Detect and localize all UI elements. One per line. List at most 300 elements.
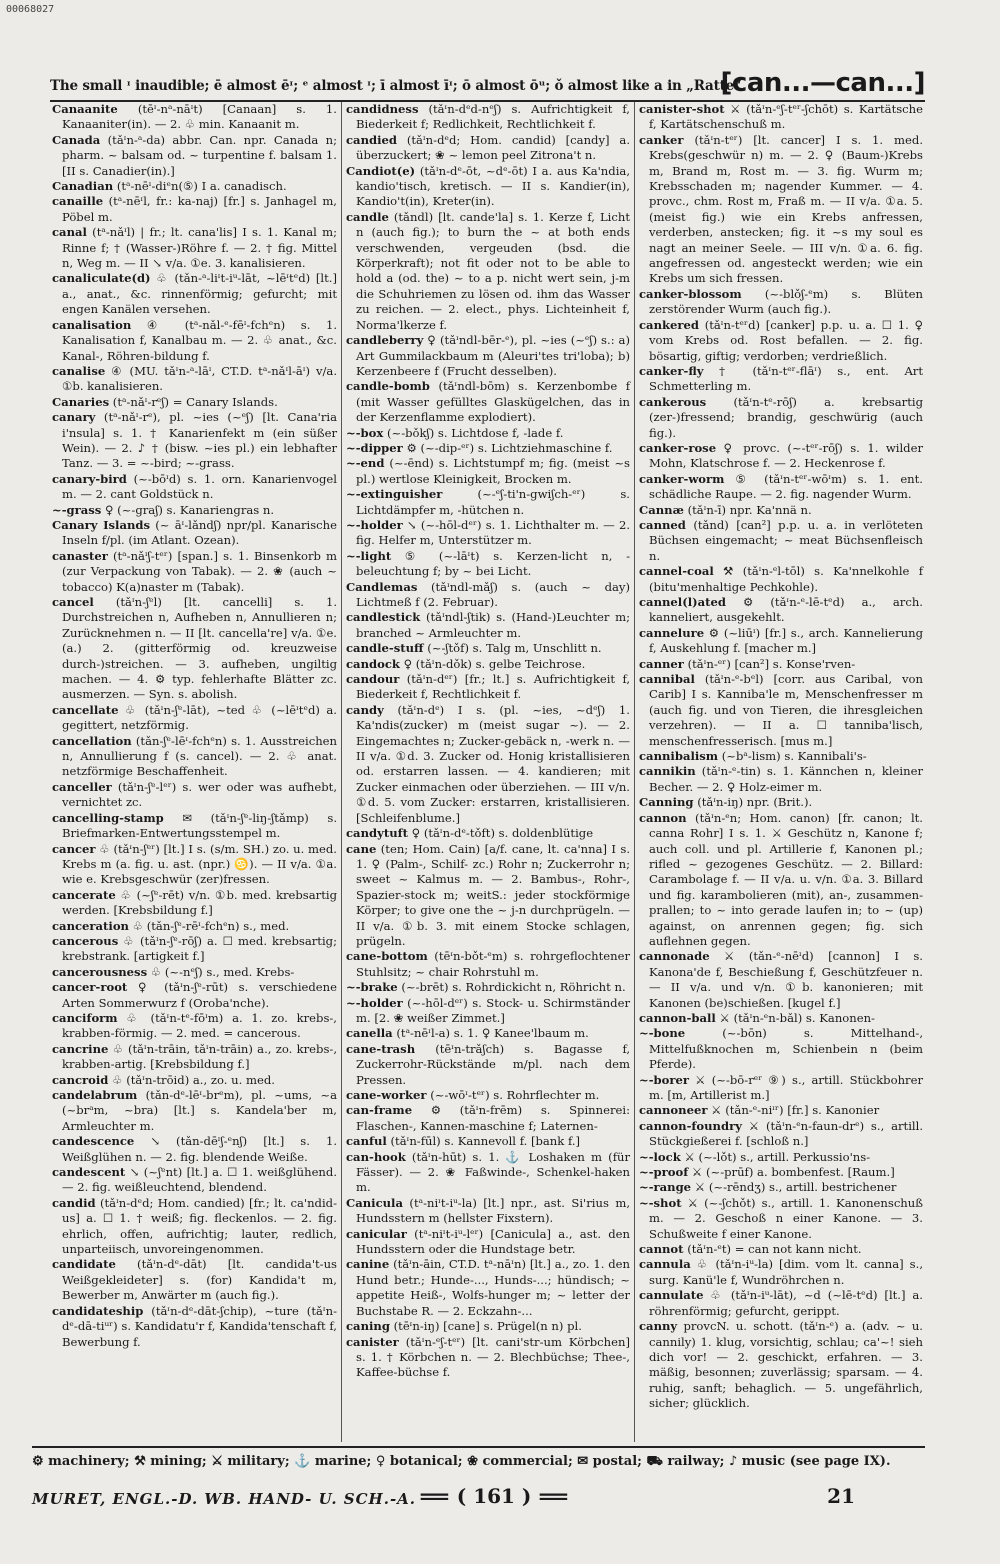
definition: ↘ (tǎn-dēᶦʃ-ᵉnʃ) [lt.] s. 1. Weißglühen n. — 2. fig. blendende Weiße. <box>62 1134 338 1164</box>
definition: (tᵃ-niᶦt-iᵘ-la) [lt.] npr., ast. Si'rius m, Hundsstern m (hellster Fixstern). <box>356 1195 631 1226</box>
headword: candidateship <box>52 1303 144 1318</box>
headword: canny <box>639 1319 678 1334</box>
footer-rule <box>32 1446 925 1448</box>
definition: (tǎnd) [can²] p.p. u. a. in verlöteten Büchsen eingemacht; ~ meat Büchsenfleisch n. <box>649 517 923 563</box>
definition: ⚔ (tǎn-ᵉ-niᶦʳ) [fr.] s. Kanonier <box>711 1103 880 1118</box>
headword: cancrine <box>52 1041 109 1056</box>
definition: (tǎn-dᵉ-lēᶦ-brᵉm), pl. ~ums, ~a (~brᵃm, ~bra) [lt.] s. Kandela'ber m, Armleuchter m. <box>62 1088 338 1133</box>
dictionary-entry <box>52 179 337 194</box>
headword: candour <box>346 672 400 687</box>
dictionary-entry <box>52 842 337 888</box>
definition: ♧ (tǎᶦn-trōid) a., zo. u. med. <box>112 1072 275 1087</box>
headword: cancellate <box>52 702 119 717</box>
dictionary-entry <box>52 1011 337 1042</box>
dictionary-entry <box>346 657 630 672</box>
dictionary-entry <box>346 487 630 518</box>
headword: canalise <box>52 363 106 378</box>
dictionary-entry <box>346 133 630 164</box>
page-number: = ( 161 ) = <box>412 1484 576 1508</box>
headword: cane-worker <box>346 1088 427 1102</box>
definition: (tǎᶦn-tᵉʳd) [canker] p.p. u. a. ☐ 1. ♀ vom Krebs od. Rost befallen. — 2. fig. bösartig, giftig; verdorben; verdrießlich. <box>649 317 923 363</box>
definition: (tǎᶦn-dᵉd; Hom. candied) [fr.; lt. ca'ndid-us] a. ☐ 1. † weiß; fig. fleckenlos. — 2. fig. ehrlich, offen, aufrichtig; lauter, redlich, unparteiisch, unvoreingenommen. <box>62 1195 338 1257</box>
headword: canalisation <box>52 317 132 332</box>
headword: cankered <box>639 317 700 332</box>
dictionary-entry <box>346 426 630 441</box>
dictionary-entry <box>346 1103 630 1134</box>
dictionary-entry <box>346 379 630 425</box>
definition: ⚔ (tǎᶦn-ᵉʃ-tᵉʳ-ʃchōt) s. Kartätsche f, Kartätschenschuß m. <box>649 102 923 132</box>
dictionary-entry <box>346 1319 630 1334</box>
definition: ⚔ (~-bō-rᵉʳ ⑨) s., artill. Stückbohrer m. [m, Artillerist m.] <box>649 1072 923 1102</box>
definition: ↘ (~-hōl-dᵉʳ) s. 1. Lichthalter m. — 2. fig. Helfer m, Unterstützer m. <box>356 517 631 548</box>
headword: canciform <box>52 1010 118 1025</box>
definition: ⚔ (tǎn-ᵉ-nēᶦd) [cannon] I s. Kanona'de f, Beschießung f, Geschützfeuer n. — II v/a. und v/n. ①b. kanonieren; mit Kanonen (be)schießen. [kugel f.] <box>649 949 923 1010</box>
definition: (tᵃ-nǎᶦ-rᵉ), pl. ~ies (~ᵉʃ) [lt. Cana'ria i'nsula] s. 1. † Kanarienfekt m (ein süßer Wein). — 2. ♪ † (bisw. ~ies pl.) ein lebhafter Tanz. — 3. = ~-bird; ~-grass. <box>62 410 338 471</box>
definition: ♧ (tǎᶦn-iᵘ-lāt), ~d (~lē-tᵉd) [lt.] a. röhrenförmig; gefurcht, gerippt. <box>649 1288 923 1318</box>
definition: ♧ (tǎᶦn-ʃᵉʳ) [lt.] I s. (s/m. SH.) zo. u. med. Krebs m (a. fig. u. ast. (npr.) ♋). — II v/a. ①a. wie e. Krebsgeschwür (zer)fressen. <box>62 841 337 887</box>
definition: ♧ (tǎᶦn-ʃᵉ-rōʃ) a. ☐ med. krebsartig; krebstrank. [artigkeit f.] <box>62 933 337 964</box>
dictionary-entry <box>52 703 337 734</box>
page-header <box>50 62 925 98</box>
headword: cancerous <box>52 933 119 948</box>
headword: Canadian <box>52 179 114 194</box>
definition: (~-bōᶦd) s. 1. orn. Kanarienvogel m. — 2. cant Goldstück n. <box>62 471 337 502</box>
headword: canceration <box>52 918 129 933</box>
headword: ~-dipper <box>346 440 403 455</box>
definition: (tēᶦn-iŋ) [cane] s. Prügel(n n) pl. <box>393 1319 582 1334</box>
dictionary-entry <box>639 441 923 472</box>
headword: candle-bomb <box>346 379 430 394</box>
dictionary-entry <box>52 1073 337 1088</box>
dictionary-entry <box>52 364 337 395</box>
headword: ~-holder <box>346 995 403 1010</box>
dictionary-entry <box>346 1042 630 1088</box>
headword: can-hook <box>346 1149 406 1164</box>
dictionary-entry <box>52 965 337 980</box>
definition: (tǎndl) [lt. cande'la] s. 1. Kerze f, Licht n (auch fig.); to burn the ~ at both ends verschwenden, vergeuden (bsd. die Körperkraft); not fit oder not to be able to hold a (od. the) ~ to a p. nicht wert sein, j-m die Schuhriemen zu lösen od. ihm das Wasser zu reichen. — 2. elect., phys. Lichteinheit f, Norma'lkerze f. <box>356 209 630 332</box>
headword: ~-brake <box>346 980 398 995</box>
definition: (ten; Hom. Cain) [a/f. cane, lt. ca'nna] I s. 1. ♀ (Palm-, Schilf- zc.) Rohr n; Zuckerrohr n; sweet ~ Kalmus m. — 2. Bambus-, Rohr-, Spazier-stock m; weitS.: jeder stockförmige Körper; to give one the ~ j-n durchprügeln. — II v/a. ①b. 3. mit einem Stocke schlagen, prügeln. <box>356 841 631 948</box>
headword: ~-range <box>639 1180 692 1195</box>
headword: candlestick <box>346 610 421 625</box>
headword: ~-grass <box>52 502 102 517</box>
headword: canaille <box>52 194 104 209</box>
definition: ⑤ (~-lāᶦt) s. Kerzen-licht n, -beleuchtung f; by ~ bei Licht. <box>356 548 630 579</box>
headword: canned <box>639 517 686 532</box>
definition: (~-bōn) s. Mittelhand-, Mittelfußknochen m, Schienbein n (beim Pferde). <box>649 1026 924 1072</box>
dictionary-entry <box>639 1165 923 1180</box>
headword: Canary Islands <box>52 517 151 532</box>
dictionary-entry <box>52 503 337 518</box>
dictionary-entry <box>639 395 923 441</box>
dictionary-entry <box>346 456 630 487</box>
definition: ♀ provc. (~-tᵉʳ-rōʃ) s. 1. wilder Mohn, Klatschrose f. — 2. Heckenrose f. <box>649 440 923 471</box>
headword: ~-light <box>346 548 392 563</box>
headword: cancerate <box>52 887 116 902</box>
headword: candescent <box>52 1165 126 1180</box>
headword: canaster <box>52 548 108 563</box>
dictionary-entry <box>639 749 923 764</box>
definition: ♧ (tǎn-ᵃ-liᶦt-iᵘ-lāt, ~lēᶦtᵉd) [lt.] a., anat., &c. rinnenförmig; gefurcht; mit engen Kanälen versehen. <box>62 271 337 317</box>
headword: cancel <box>52 595 94 609</box>
definition: (tēᶦ-nᵃ-nāᶦt) [Canaan] s. 1. Kanaaniter(in). — 2. ♧ min. Kanaanit m. <box>62 102 337 132</box>
dictionary-entry <box>639 1242 923 1257</box>
headword: Canning <box>639 795 694 810</box>
definition: (tǎᶦn-ʃᵉ-lᵉʳ) s. wer oder was aufhebt, vernichtet zc. <box>62 779 337 810</box>
dictionary-entry <box>639 102 923 133</box>
imprint <box>32 1484 925 1518</box>
definition: ♧ (tǎᶦn-tᵉ-fōᶦm) a. 1. zo. krebs-, krabben-förmig. — 2. med. = cancerous. <box>62 1010 337 1041</box>
running-head: [can...—can...] <box>720 68 925 98</box>
dictionary-entry <box>52 811 337 842</box>
headword: candleberry <box>346 333 424 348</box>
definition: (tǎᶦn-iŋ) npr. (Brit.). <box>697 795 813 810</box>
definition: (tǎᶦn-ᵉʃ-tᵉʳ) [lt. cani'str-um Körbchen] s. 1. † Körbchen n. — 2. Blechbüchse; Thee-, Kaffee-büchse f. <box>356 1334 630 1380</box>
dictionary-entry <box>639 949 923 1011</box>
dictionary-entry <box>639 657 923 672</box>
dictionary-entry <box>346 580 630 611</box>
definition: (~bᵃ-lism) s. Kannibali's- <box>721 749 867 764</box>
headword: canary-bird <box>52 471 127 486</box>
definition: (tǎᶦn-ᵉ-bᵉl) [corr. aus Caribal, von Carib] I s. Kanniba'le m, Menschenfresser m (auch fig. und von Tieren, die ihresgleichen verzehren). — II a. ☐ tanniba'lisch, menschenfresserisch. [mus m.] <box>649 672 923 748</box>
definition: (tǎᶦndl-bōm) s. Kerzenbombe f (mit Wasser gefülltes Glaskügelchen, das in der Kerzenflamme explodiert). <box>356 379 630 425</box>
definition: (tᵃ-nēᶦl, fr.: ka-naj) [fr.] s. Janhagel m, Pöbel m. <box>62 194 337 224</box>
dictionary-entry <box>639 795 923 810</box>
headword: canker <box>639 132 684 147</box>
definition: (tᵃ-nēᶦl-a) s. 1. ♀ Kanee'lbaum m. <box>396 1026 589 1041</box>
definition: ✉ (tǎᶦn-ʃᵉ-liŋ-ʃtǎmp) s. Briefmarken-Entwertungsstempel m. <box>62 810 337 841</box>
column-1 <box>48 102 341 1442</box>
definition: (tǎᶦn-dᵉ-ōt, ~dᵉ-ōt) I a. aus Ka'ndia, kandio'tisch, kretisch. — II s. Kandier(in), Kandio't(in), Kreter(in). <box>356 163 631 209</box>
dictionary-entry <box>639 1011 923 1026</box>
definition: ♀ (tǎᶦn-ʃᵉ-rūt) s. verschiedene Arten Sommerwurz f (Oroba'nche). <box>62 980 337 1010</box>
definition: ⚒ (tǎᶦn-ᵉl-tōl) s. Ka'nnelkohle f (bitu'menhaltige Pechkohle). <box>649 564 923 594</box>
dictionary-entry <box>639 1103 923 1118</box>
headword: canker-fly <box>639 363 704 378</box>
definition: (~-ʃtǒf) s. Talg m, Unschlitt n. <box>427 641 602 656</box>
dictionary-entry <box>639 1196 923 1242</box>
headword: candidness <box>346 102 419 116</box>
dictionary-entry <box>346 996 630 1027</box>
headword: Canada <box>52 132 101 147</box>
headword: cannel-coal <box>639 564 714 579</box>
publisher-line: MURET, ENGL.-D. WB. HAND- U. SCH.-A. <box>32 1490 417 1508</box>
dictionary-entry <box>52 1042 337 1073</box>
headword: cancer-root <box>52 980 128 995</box>
definition: ♀ (tǎᶦn-dᵉ-tǒft) s. doldenblütige <box>411 826 594 841</box>
definition: (tǎᶦn-tᵉʳ) [lt. cancer] I s. 1. med. Krebs(geschwür n) m. — 2. ♀ (Baum-)Krebs m, Brand m, Rost m. — 3. fig. Wurm m; Krebsschaden m; nagender Kummer. — 4. provc., chm. Rost m, Fraß m. — II v/a. ①a. 5. (meist fig.) wie ein Krebs anfressen, verderben, anstecken; fig. it ~s my soul es nagt an meiner Seele. — III v/n. ①a. 6. fig. angefressen od. angesteckt werden; wie ein Krebs um sich fressen. <box>649 132 924 286</box>
sheet-number: 21 <box>827 1484 855 1508</box>
dictionary-entry <box>52 734 337 780</box>
dictionary-entry <box>346 1257 630 1319</box>
definition: (tǎᶦn-ī) npr. Ka'nnä n. <box>687 502 812 517</box>
dictionary-entry <box>346 1227 630 1258</box>
dictionary-entry <box>52 1165 337 1196</box>
definition: (~-hōl-dᵉʳ) s. Stock- u. Schirmständer m. [2. ❀ weißer Zimmet.] <box>356 995 630 1025</box>
dictionary-entry <box>639 1026 923 1072</box>
headword: cannonade <box>639 949 710 964</box>
definition: ↘ (~ʃᵉnt) [lt.] a. ☐ 1. weißglühend. — 2. fig. weißleuchtend, blendend. <box>62 1165 337 1195</box>
definition: (tǎᶦn-dᵉd-nᵉʃ) s. Aufrichtigkeit f, Biederkeit f; Redlichkeit, Rechtlichkeit f. <box>356 102 630 132</box>
headword: cannulate <box>639 1288 704 1303</box>
definition: ⚔ (~-prūf) a. bombenfest. [Raum.] <box>691 1165 895 1180</box>
definition: ♧ (~ʃᵉ-rēt) v/n. ①b. med. krebsartig werden. [Krebsbildung f.] <box>62 887 338 918</box>
dictionary-entry <box>639 318 923 364</box>
dictionary-entry <box>639 287 923 318</box>
dictionary-entry <box>639 1319 923 1411</box>
headword: Canicula <box>346 1195 403 1210</box>
dictionary-entry <box>639 1119 923 1150</box>
headword: cannibalism <box>639 749 719 764</box>
definition: (tǎᶦndl-mǎʃ) s. (auch ~ day) Lichtmeß f (2. Februar). <box>356 579 630 609</box>
pronunciation-key: The small ᶦ inaudible; ē almost ēᶦ; ᵉ almost ᶦ; ī almost īᶦ; ō almost ōᵘ; ǒ almost like a in „Ratte“. <box>50 78 747 94</box>
definition: (tǎᶦn-ᵉ-tin) s. 1. Kännchen n, kleiner Becher. — 2. ♀ Holz-eimer m. <box>649 764 923 794</box>
dictionary-entry <box>639 672 923 749</box>
definition: (tᵃ-nǎᶦ-rᵉʃ) = Canary Islands. <box>112 394 278 409</box>
dictionary-entry <box>639 133 923 287</box>
symbol-legend: ⚙ machinery; ⚒ mining; ⚔ military; ⚓ marine; ♀ botanical; ❀ commercial; ✉ postal; ⛟ railway; ♪ music (see page IX). <box>32 1454 891 1469</box>
definition: ⚙ (tǎᶦn-frēm) s. Spinnerei: Flaschen-, Kannen-maschine f; Laternen- <box>356 1103 630 1133</box>
dictionary-entry <box>639 564 923 595</box>
headword: cancerousness <box>52 964 148 979</box>
headword: canister <box>346 1334 399 1349</box>
dictionary-entry <box>639 626 923 657</box>
headword: cannon-foundry <box>639 1118 742 1133</box>
definition: ⚙ (~-dip-ᵉʳ) s. Lichtziehmaschine f. <box>406 440 613 455</box>
dictionary-entry <box>639 472 923 503</box>
dictionary-entry <box>639 811 923 950</box>
definition: (tǎᶦn-dᵉd; Hom. candid) [candy] a. überzuckert; ❀ ~ lemon peel Zitrona't n. <box>356 132 630 163</box>
dictionary-entry <box>52 919 337 934</box>
dictionary-entry <box>346 518 630 549</box>
dictionary-entry <box>346 703 630 826</box>
dictionary-entry <box>639 503 923 518</box>
headword: cannibal <box>639 672 695 687</box>
headword: candid <box>52 1195 96 1210</box>
dictionary-entry <box>639 1257 923 1288</box>
definition: (tǎᶦn-dᵉʳ) [fr.; lt.] s. Aufrichtigkeit f, Biederkeit f, Rechtlichkeit f. <box>356 672 631 702</box>
headword: cane <box>346 841 377 856</box>
definition: (~-ᵉʃ-ti'n-gwiʃch-ᵉʳ) s. Lichtdämpfer m, -hütchen n. <box>356 487 630 517</box>
headword: canal <box>52 225 87 240</box>
definition: ♧ (tǎᶦn-ʃᵉ-lāt), ~ted ♧ (~lēᶦtᵉd) a. gegittert, netzförmig. <box>62 702 337 733</box>
headword: candied <box>346 132 397 147</box>
headword: canella <box>346 1026 393 1041</box>
dictionary-entry <box>52 472 337 503</box>
headword: canker-blossom <box>639 286 742 301</box>
dictionary-entry <box>346 842 630 950</box>
headword: cannot <box>639 1242 684 1257</box>
headword: canicular <box>346 1226 407 1241</box>
headword: Canaries <box>52 394 110 409</box>
headword: cannikin <box>639 764 696 779</box>
headword: ~-lock <box>639 1149 681 1164</box>
dictionary-entry <box>639 595 923 626</box>
dictionary-entry <box>346 610 630 641</box>
headword: candelabrum <box>52 1088 138 1102</box>
definition: ⚔ (~-rēndʒ) s., artill. bestrichener <box>694 1180 897 1195</box>
dictionary-entry <box>346 949 630 980</box>
dictionary-entry <box>52 1088 337 1134</box>
definition: ♧ (~-nᵉʃ) s., med. Krebs- <box>150 964 295 979</box>
headword: cannelure <box>639 625 705 640</box>
headword: ~-bone <box>639 1026 686 1041</box>
dictionary-entry <box>52 1196 337 1258</box>
definition: (tᵃ-nǎᶦʃ-tᵉʳ) [span.] s. 1. Binsenkorb m (zur Verpackung von Tabak). — 2. ❀ (auch ~ tobacco) K(a)naster m (Tabak). <box>62 548 338 594</box>
definition: (tǎᶦn-ᵉʳ) [can²] s. Konse'rven- <box>687 656 856 671</box>
dictionary-entry <box>52 549 337 595</box>
scan-id: 00068027 <box>6 4 55 15</box>
headword: cancroid <box>52 1072 109 1087</box>
definition: ⚔ (~-ʃchǒt) s., artill. 1. Kanonenschuß m. — 2. Geschoß n einer Kanone. — 3. Schußweite f einer Kanone. <box>649 1195 923 1241</box>
definition: (tǎᶦn-fūl) s. Kannevoll f. [bank f.] <box>390 1134 581 1149</box>
headword: canker-rose <box>639 440 717 455</box>
dictionary-entry <box>346 672 630 703</box>
headword: Candiot(e) <box>346 163 416 178</box>
dictionary-entry <box>52 194 337 225</box>
dictionary-entry <box>52 395 337 410</box>
definition: (tǎᶦn-ᵉt) = can not kann nicht. <box>687 1242 862 1257</box>
definition: (tǎᶦndl-ʃtik) s. (Hand-)Leuchter m; branched ~ Armleuchter m. <box>356 610 630 640</box>
headword: Candlemas <box>346 579 418 594</box>
definition: ♧ (tǎᶦn-iᵘ-la) [dim. vom lt. canna] s., surg. Kanü'le f, Wundröhrchen n. <box>649 1257 924 1287</box>
definition: (tǎᶦn-ᵃ-da) abbr. Can. npr. Canada n; pharm. ~ balsam od. ~ turpentine f. balsam 1. [II s. Canadier(in).] <box>62 132 338 178</box>
definition: ♧ (tǎn-ʃᵉ-rēᶦ-fchᵉn) s., med. <box>132 918 290 933</box>
dictionary-entry <box>346 826 630 841</box>
definition: (tǎᶦn-ʃᵉl) [lt. cancelli] s. 1. Durchstreichen n, Aufheben n, Annullieren n; Zurücknehmen n. — II [lt. cancella're] v/a. ①e.(a.) 2. (gitterförmig od. kreuzweise durch-)streichen. — 3. aufheben, ungiltig machen. — 4. ⚙ typ. fehlerhafte Blätter zc. ausmerzen. — Syn. s. abolish. <box>62 595 338 702</box>
definition: (tǎᶦn-dᵉ) I s. (pl. ~ies, ~dᵉʃ) 1. Ka'ndis(zucker) m (meist sugar ~). — 2. Eingemachtes n; Zucker-gebäck n, -werk n. — II v/a. ①d. 3. Zucker od. Honig kristallisieren od. erstarren lassen. — 4. kandieren; mit Zucker einmachen oder überziehen. — III v/n. ①d. 5. vom Zucker: erstarren, kristallisieren. [Schleifenblume.] <box>356 702 630 825</box>
headword: canaliculate(d) <box>52 271 151 286</box>
definition: (tēᶦn-trǎʃch) s. Bagasse f, Zuckerrohr-Rückstände m/pl. nach dem Pressen. <box>356 1041 631 1087</box>
dictionary-entry <box>346 1026 630 1041</box>
definition: (~-ēnd) s. Lichtstumpf m; fig. (meist ~s pl.) wertlose Kleinigkeit, Brocken m. <box>356 456 631 486</box>
headword: candy <box>346 702 384 717</box>
headword: ~-box <box>346 425 384 440</box>
dictionary-entry <box>346 980 630 995</box>
definition: ♀ (tǎᶦn-dǒk) s. gelbe Teichrose. <box>403 656 586 671</box>
dictionary-entry <box>346 1088 630 1103</box>
headword: canine <box>346 1257 390 1272</box>
dictionary-entry <box>639 1288 923 1319</box>
dictionary-entry <box>346 441 630 456</box>
headword: caning <box>346 1319 390 1334</box>
headword: candytuft <box>346 826 408 841</box>
definition: (tǎᶦn-āin, CT.D. tᵃ-nāᶦn) [lt.] a., zo. 1. den Hund betr.; Hunde-..., Hunds-...; hündisch; ~ appetite Heiß-, Wolfs-hunger m; ~ letter der Buchstabe R. — 2. Eckzahn-... <box>356 1257 631 1318</box>
definition: (tǎn-ʃᵉ-lēᶦ-fchᵉn) s. 1. Ausstreichen n, Annullierung f (s. cancel). — 2. ♧ anat. netzförmige Beschaffenheit. <box>62 733 337 779</box>
dictionary-entry <box>52 271 337 317</box>
definition: (tǎᶦn-hūt) s. 1. ⚓ Loshaken m (für Fässer). — 2. ❀ Faßwinde-, Schenkel-haken m. <box>356 1149 630 1195</box>
dictionary-entry <box>346 641 630 656</box>
dictionary-entry <box>52 1134 337 1165</box>
definition: (tᵃ-niᶦt-iᵘ-lᵉʳ) [Canicula] a., ast. den Hundsstern oder die Hundstage betr. <box>356 1226 630 1257</box>
dictionary-entry <box>52 1257 337 1303</box>
definition: provcN. u. schott. (tǎᶦn-ᵉ) a. (adv. ~ u. cannily) 1. klug, vorsichtig, schlau; ca'~! sieh dich vor! — 2. geschickt, erfahren. — 3. mäßig, besonnen; zuverlässig; sparsam. — 4. ruhig, sanft; behaglich. — 5. ungefährlich, sicher; glücklich. <box>649 1319 923 1411</box>
dictionary-entry <box>346 333 630 379</box>
headword: candock <box>346 656 400 671</box>
dictionary-entry <box>346 1196 630 1227</box>
headword: canful <box>346 1134 387 1149</box>
dictionary-entry <box>346 1335 630 1381</box>
definition: (tᵃ-nǎᶦl) | fr.; lt. cana'lis] I s. 1. Kanal m; Rinne f; † (Wasser-)Röhre f. — 2. † fig. Mittel n, Weg m. — II ↘ v/a. ①e. 3. kanalisieren. <box>62 225 338 271</box>
definition: (tēᶦn-bǒt-ᵉm) s. rohrgeflochtener Stuhlsitz; ~ chair Rohrstuhl m. <box>356 949 631 979</box>
headword: cane-trash <box>346 1041 416 1056</box>
dictionary-entry <box>639 518 923 564</box>
definition: ⑤ (tǎᶦn-tᵉʳ-wōᶦm) s. 1. ent. schädliche Raupe. — 2. fig. nagender Wurm. <box>649 471 923 502</box>
definition: (~-blǒʃ-ᵉm) s. Blüten zerstörender Wurm (auch fig.). <box>649 286 923 317</box>
headword: candidate <box>52 1257 116 1272</box>
dictionary-entry <box>52 780 337 811</box>
dictionary-entry <box>52 595 337 703</box>
headword: Canaanite <box>52 102 118 116</box>
definition: ⚙ (tǎᶦn-ᵉ-lē-tᵉd) a., arch. kanneliert, ausgekehlt. <box>649 595 923 625</box>
dictionary-entry <box>639 1180 923 1195</box>
dictionary-entry <box>52 1304 337 1350</box>
headword: ~-borer <box>639 1072 689 1087</box>
definition: (~-bǒkʃ) s. Lichtdose f, -lade f. <box>386 425 564 440</box>
headword: ~-extinguisher <box>346 487 443 502</box>
definition: (~ āᶦ-lǎndʃ) npr/pl. Kanarische Inseln f/pl. (im Atlant. Ozean). <box>62 517 338 548</box>
headword: canker-worm <box>639 471 725 486</box>
definition: (~-brēt) s. Rohrdickicht n, Röhricht n. <box>401 980 626 995</box>
headword: candescence <box>52 1134 135 1149</box>
headword: cannula <box>639 1257 691 1272</box>
definition: ⚙ (~liūᶦ) [fr.] s., arch. Kannelierung f, Auskehlung f. [macher m.] <box>649 625 924 656</box>
dictionary-entry <box>52 518 337 549</box>
definition: ♀ (tǎᶦndl-bēr-ᵉ), pl. ~ies (~ᵉʃ) s.: a) Art Gummilackbaum m (Aleuri'tes tri'loba); b) Kerzenbeere f (Frucht desselben). <box>356 333 630 378</box>
headword: ~-proof <box>639 1165 689 1180</box>
dictionary-entry <box>346 1150 630 1196</box>
definition: ④ (tᵃ-nǎl-ᵉ-fēᶦ-fchᵉn) s. 1. Kanalisation f, Kanalbau m. — 2. ♧ anat., &c. Kanal-, Röhren-bildung f. <box>62 317 337 363</box>
headword: cannel(l)ated <box>639 595 726 609</box>
headword: canner <box>639 656 684 671</box>
dictionary-entry <box>639 1073 923 1104</box>
dictionary-columns <box>48 102 928 1442</box>
headword: cannon <box>639 810 687 825</box>
dictionary-entry <box>639 364 923 395</box>
dictionary-entry <box>52 133 337 179</box>
dictionary-entry <box>52 888 337 919</box>
dictionary-entry <box>639 1150 923 1165</box>
headword: canceller <box>52 779 112 794</box>
definition: (tǎᶦn-ᵉn; Hom. canon) [fr. canon; lt. canna Rohr] I s. 1. ⚔ Geschütz n, Kanone f; auch coll. und pl. Artillerie f, Kanonen pl.; rifled ~ gezogenes Geschütz. — 2. Billard: Carambolage f. — II v/a. u. v/n. ①a. 3. Billard und fig. karambolieren (mit), an-, zusammen-prallen; to ~ into gerade laufen in; to ~ (up) against, on anrennen gegen; fig. sich auflehnen gegen. <box>649 810 923 948</box>
definition: (tᵃ-nēᶦ-diᵉn(⑤) I a. canadisch. <box>116 179 287 194</box>
headword: cancelling-stamp <box>52 810 164 825</box>
definition: † (tǎᶦn-tᵉʳ-flāᶦ) s., ent. Art Schmetterling m. <box>649 363 924 394</box>
dictionary-entry <box>346 210 630 333</box>
definition: ⚔ (tǎᶦn-ᵉn-bǎl) s. Kanonen- <box>719 1010 875 1025</box>
headword: cannoneer <box>639 1103 708 1118</box>
definition: (tǎᶦn-dᵉ-dāt) [lt. candida't-us Weißgekleideter] s. (for) Kandida't m, Bewerber m, Anwärter m (auch fig.). <box>62 1257 338 1303</box>
headword: can-frame <box>346 1103 413 1118</box>
headword: candle <box>346 209 389 224</box>
dictionary-entry <box>52 410 337 472</box>
definition: (tǎᶦn-dᵉ-dāt-ʃchip), ~ture (tǎᶦn-dᵉ-dā-tiᵘʳ) s. Kandidatu'r f, Kandida'tenschaft f, Bewerbung f. <box>62 1303 337 1349</box>
definition: ♀ (~-graʃ) s. Kanariengras n. <box>105 502 275 517</box>
definition: ④ (MU. tǎᶦn-ᵃ-lāᶦ, CT.D. tᵃ-nǎᶦl-āᶦ) v/a. ①b. kanalisieren. <box>62 363 338 394</box>
definition: ⚔ (tǎᶦn-ᵉn-faun-drᵉ) s., artill. Stückgießerei f. [schloß n.] <box>649 1118 924 1149</box>
dictionary-entry <box>346 164 630 210</box>
dictionary-entry <box>639 764 923 795</box>
definition: (~-wōᶦ-tᵉʳ) s. Rohrflechter m. <box>430 1088 600 1102</box>
definition: ♧ (tǎᶦn-trāin, tǎᶦn-trāin) a., zo. krebs-, krabben-artig. [Krebsbildung f.] <box>62 1041 338 1072</box>
dictionary-entry <box>52 225 337 271</box>
column-2 <box>341 102 634 1442</box>
headword: ~-holder <box>346 517 403 532</box>
headword: cannon-ball <box>639 1010 716 1025</box>
dictionary-entry <box>52 102 337 133</box>
headword: candle-stuff <box>346 641 424 656</box>
headword: ~-end <box>346 456 385 471</box>
